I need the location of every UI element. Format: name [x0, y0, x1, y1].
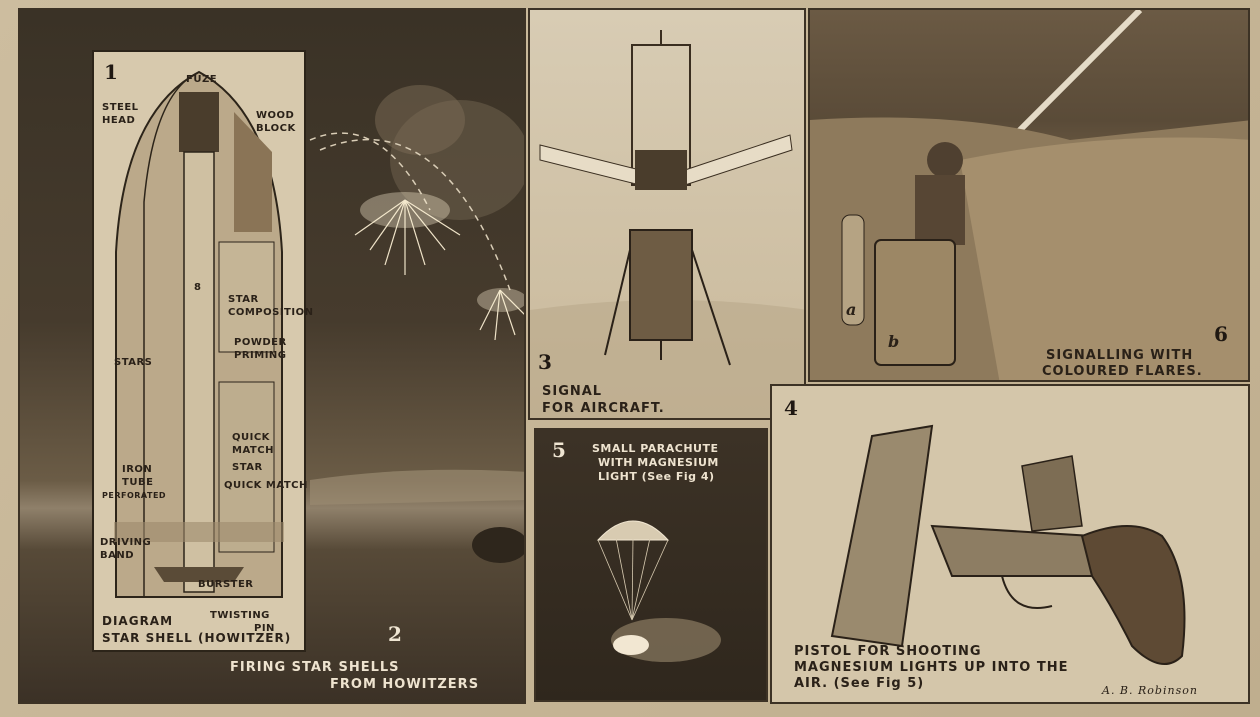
label-driving-band-1: DRIVING [100, 537, 152, 548]
figure-number-4: 4 [784, 396, 798, 420]
figure-number-1: 1 [104, 60, 118, 84]
label-stars: STARS [114, 357, 153, 368]
label-iron-tube-2: TUBE [122, 477, 154, 488]
label-steel-head-1: STEEL [102, 102, 139, 113]
label-twisting-pin-1: TWISTING [210, 610, 270, 621]
panel-parachute [534, 428, 768, 702]
figure-number-3: 3 [538, 350, 552, 374]
signal-apparatus-art [530, 10, 806, 420]
label-fuze: FUZE [186, 74, 218, 85]
label-powder-priming-1: POWDER [234, 337, 287, 348]
label-iron-tube-1: IRON [122, 464, 153, 475]
label-star-composition-1: STAR [228, 294, 259, 305]
panel6-caption-line-1: SIGNALLING WITH [1046, 348, 1194, 363]
label-burster: BURSTER [198, 579, 254, 590]
label-quick-match-1: QUICK [232, 432, 270, 443]
figure-number-2: 2 [388, 622, 402, 646]
tank-letter-b: b [888, 332, 901, 351]
panel4-caption-line-2: MAGNESIUM LIGHTS UP INTO THE [794, 660, 1069, 675]
label-perforated: PERFORATED [102, 491, 167, 500]
panel-coloured-flares [808, 8, 1250, 382]
artist-signature: A. B. Robinson [1102, 684, 1198, 697]
figure-number-6: 6 [1214, 322, 1228, 346]
flare-scene-art [810, 10, 1250, 382]
diagram-caption-line-2: STAR SHELL (HOWITZER) [102, 631, 292, 645]
panel3-caption-line-2: FOR AIRCRAFT. [542, 401, 665, 416]
panel2-caption-line-1: FIRING STAR SHELLS [230, 660, 400, 675]
panel3-caption-line-1: SIGNAL [542, 384, 603, 399]
label-wood-block-2: BLOCK [256, 123, 296, 134]
panel4-caption-line-1: PISTOL FOR SHOOTING [794, 644, 982, 659]
panel2-caption-line-2: FROM HOWITZERS [330, 677, 480, 692]
label-wood-block-1: WOOD [256, 110, 295, 121]
label-star-composition-2: COMPOSITION [228, 307, 314, 318]
panel-star-shells [18, 8, 526, 704]
label-tube-digit: 8 [194, 282, 202, 293]
panel4-caption-line-3: AIR. (See Fig 5) [794, 676, 925, 691]
label-star: STAR [232, 462, 263, 473]
star-shell-diagram [92, 50, 314, 652]
panel5-caption-line-1: SMALL PARACHUTE [592, 442, 719, 455]
panel6-caption-line-2: COLOURED FLARES. [1042, 364, 1203, 379]
panel5-caption-line-2: WITH MAGNESIUM [598, 456, 719, 469]
label-quick-match-2: MATCH [232, 445, 274, 456]
panel-signal-aircraft [528, 8, 806, 420]
label-twisting-pin-2: PIN [254, 623, 275, 634]
label-driving-band-2: BAND [100, 550, 135, 561]
figure-number-5: 5 [552, 438, 566, 462]
label-powder-priming-2: PRIMING [234, 350, 287, 361]
panel5-caption-line-3: LIGHT (See Fig 4) [598, 470, 715, 483]
label-quick-match-3: QUICK MATCH [224, 480, 308, 491]
label-steel-head-2: HEAD [102, 115, 136, 126]
diagram-caption-line-1: DIAGRAM [102, 614, 174, 628]
cylinder-letter-a: a [846, 300, 858, 319]
panel-pistol [770, 384, 1250, 704]
